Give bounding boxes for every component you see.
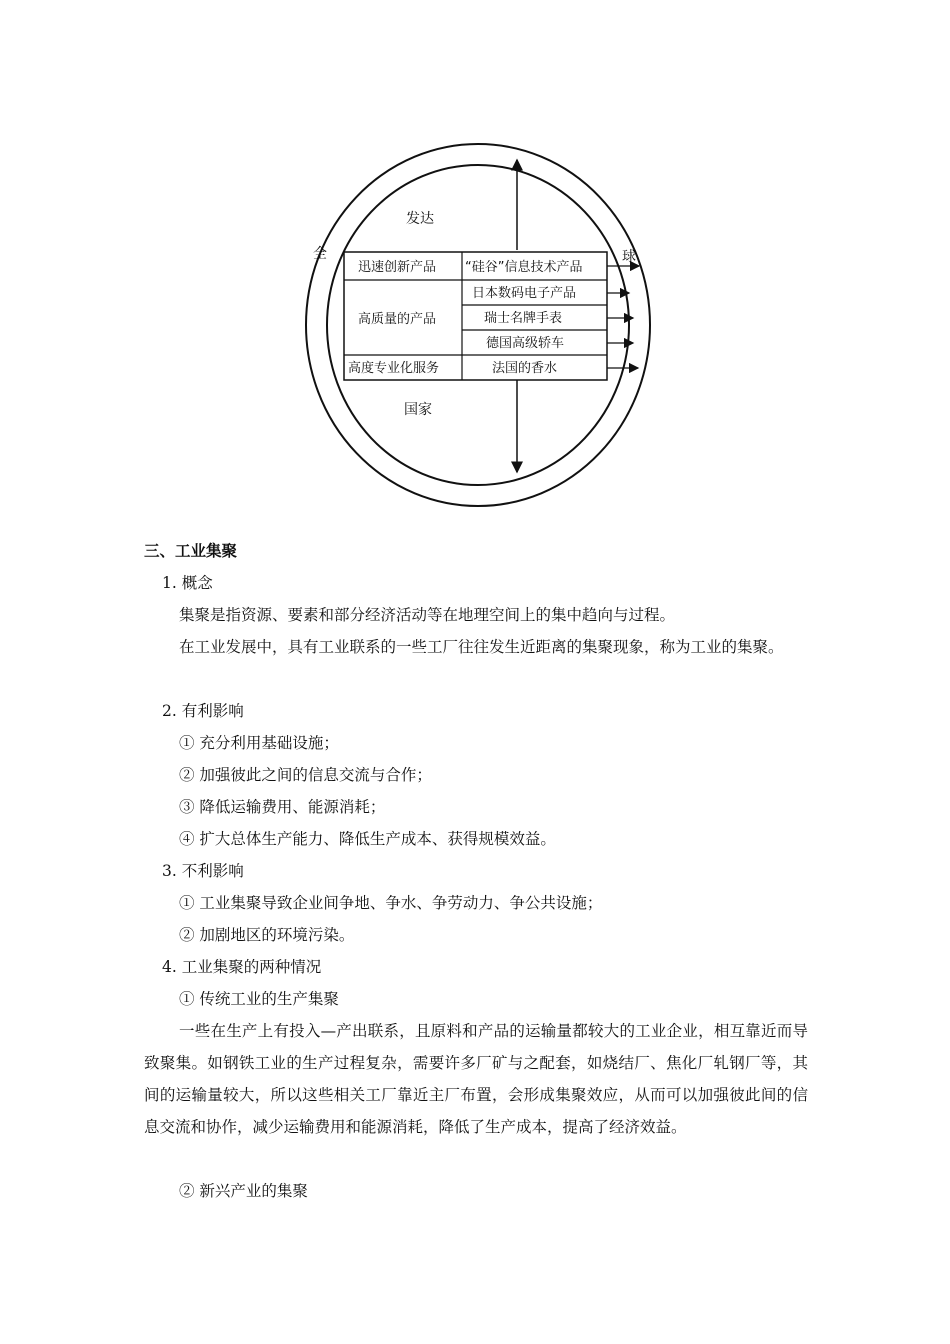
row-right-0: “硅谷”信息技术产品 [465,260,583,275]
label-right: 球 [622,249,636,265]
section-heading: 三、工业集聚 [144,542,238,560]
item4-sub1: ① 传统工业的生产集聚 [179,990,339,1008]
row-right-4: 法国的香水 [492,361,558,376]
row-right-1: 日本数码电子产品 [472,286,577,301]
row-right-3: 德国高级轿车 [486,336,565,351]
item2-point-2: ② 加强彼此之间的信息交流与合作； [179,766,432,784]
item3-point-1: ① 工业集聚导致企业间争地、争水、争劳动力、争公共设施； [179,894,603,912]
item2-point-3: ③ 降低运输费用、能源消耗； [179,798,386,816]
item4-title: 4. 工业集聚的两种情况 [162,958,322,976]
global-industry-diagram [296,140,666,520]
item1-paragraph-2: 在工业发展中，具有工业联系的一些工厂往往发生近距离的集聚现象，称为工业的集聚。 [179,638,784,656]
label-bottom: 国家 [404,402,432,418]
item3-point-2: ② 加剧地区的环境污染。 [179,926,355,944]
row-left-0: 迅速创新产品 [358,260,437,275]
row-left-1: 高质量的产品 [358,312,437,327]
item1-title: 1. 概念 [162,574,213,592]
row-right-2: 瑞士名牌手表 [484,311,563,326]
item2-point-4: ④ 扩大总体生产能力、降低生产成本、获得规模效益。 [179,830,556,848]
item2-point-1: ① 充分利用基础设施； [179,734,339,752]
item2-title: 2. 有利影响 [162,702,244,720]
row-left-4: 高度专业化服务 [348,361,440,376]
item4-paragraph: 一些在生产上有投入—产出联系，且原料和产品的运输量都较大的工业企业，相互靠近而导致聚集。如钢铁工业的生产过程复杂，需要许多厂矿与之配套，如烧结厂、焦化厂轧钢厂等，其间的运输量较大，所以这些相关工厂靠近主厂布置，会形成集聚效应，从而可以加强彼此间的信息交流和协作，减少运输费用和能源消耗，降低了生产成本，提高了经济效益。 [144,1022,808,1136]
label-top: 发达 [406,211,434,227]
label-left: 全 [313,246,327,262]
item4-sub2: ② 新兴产业的集聚 [179,1182,308,1200]
item1-paragraph-1: 集聚是指资源、要素和部分经济活动等在地理空间上的集中趋向与过程。 [179,606,676,624]
item3-title: 3. 不利影响 [162,862,244,880]
